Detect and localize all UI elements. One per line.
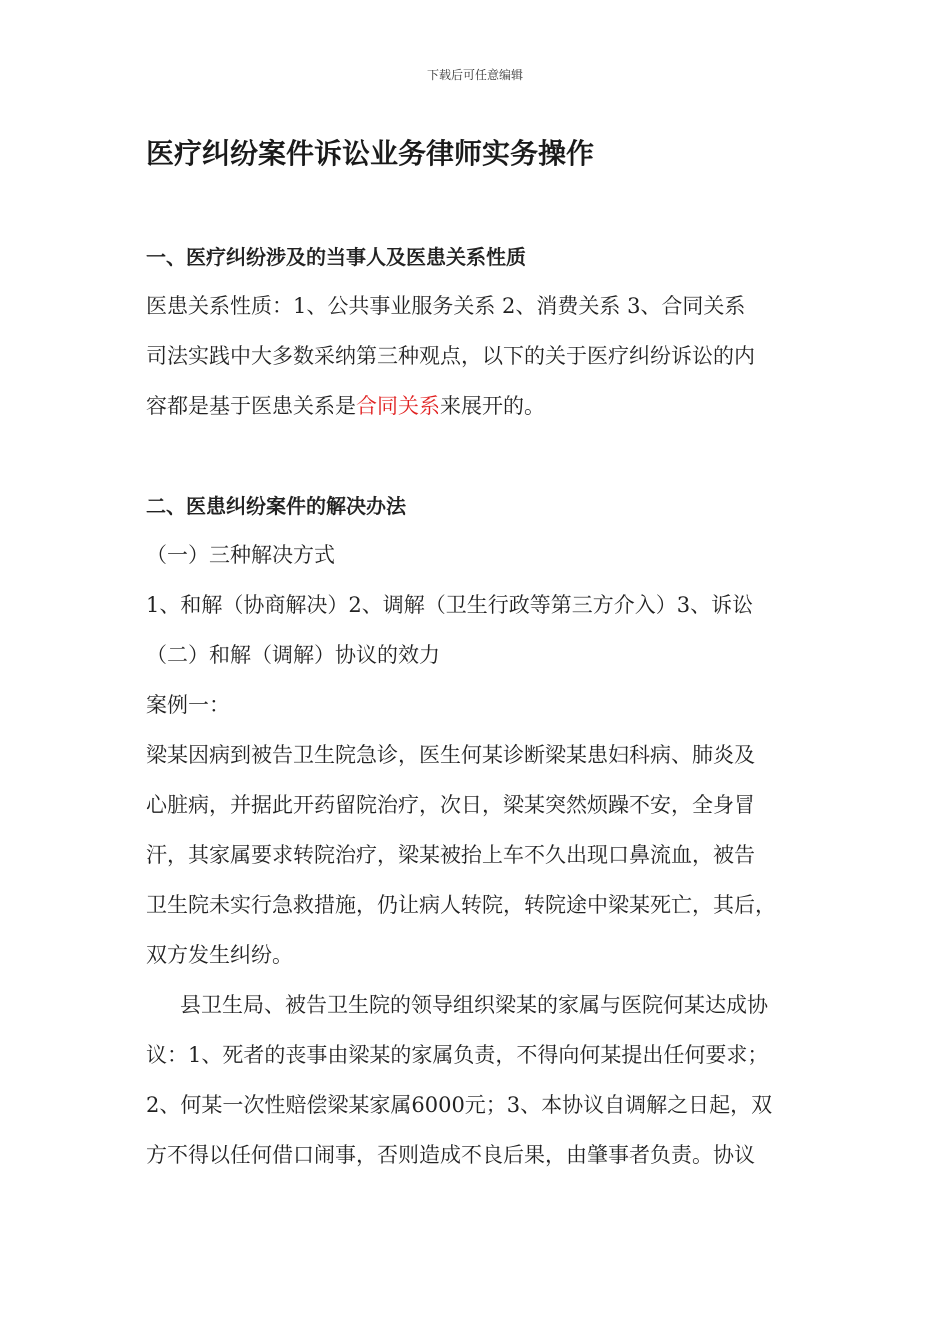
case-line: 心脏病，并据此开药留院治疗，次日，梁某突然烦躁不安，全身冒 xyxy=(146,793,755,817)
paragraph-line: 司法实践中大多数采纳第三种观点，以下的关于医疗纠纷诉讼的内 xyxy=(146,344,755,368)
highlighted-text: 合同关系 xyxy=(356,394,440,418)
agreement-line: 县卫生局、被告卫生院的领导组织梁某的家属与医院何某达成协 xyxy=(180,993,768,1017)
text-span: 容都是基于医患关系是 xyxy=(146,394,356,418)
case-line: 卫生院未实行急救措施，仍让病人转院，转院途中梁某死亡，其后， xyxy=(146,893,776,917)
document-title: 医疗纠纷案件诉讼业务律师实务操作 xyxy=(146,137,595,170)
agreement-line: 2、何某一次性赔偿梁某家属6000元；3、本协议自调解之日起，双 xyxy=(146,1093,773,1117)
case-line: 梁某因病到被告卫生院急诊，医生何某诊断梁某患妇科病、肺炎及 xyxy=(146,743,755,767)
paragraph-line: 1、和解（协商解决）2、调解（卫生行政等第三方介入）3、诉讼 xyxy=(146,593,754,617)
case-line: 双方发生纠纷。 xyxy=(146,943,293,967)
case-line: 汗，其家属要求转院治疗，梁某被抬上车不久出现口鼻流血，被告 xyxy=(146,843,755,867)
subheading: （二）和解（调解）协议的效力 xyxy=(146,643,440,667)
case-label: 案例一： xyxy=(146,693,230,717)
agreement-line: 方不得以任何借口闹事，否则造成不良后果，由肇事者负责。协议 xyxy=(146,1143,755,1167)
text-span: 来展开的。 xyxy=(440,394,545,418)
section-1-heading: 一、医疗纠纷涉及的当事人及医患关系性质 xyxy=(146,245,526,269)
subheading: （一）三种解决方式 xyxy=(146,543,335,567)
paragraph-line: 医患关系性质：1、公共事业服务关系 2、消费关系 3、合同关系 xyxy=(146,294,746,318)
header-note: 下载后可任意编辑 xyxy=(426,68,523,82)
agreement-line: 议：1、死者的丧事由梁某的家属负责，不得向何某提出任何要求； xyxy=(146,1043,769,1067)
paragraph-line xyxy=(146,391,545,421)
section-2-heading: 二、医患纠纷案件的解决办法 xyxy=(146,494,406,518)
